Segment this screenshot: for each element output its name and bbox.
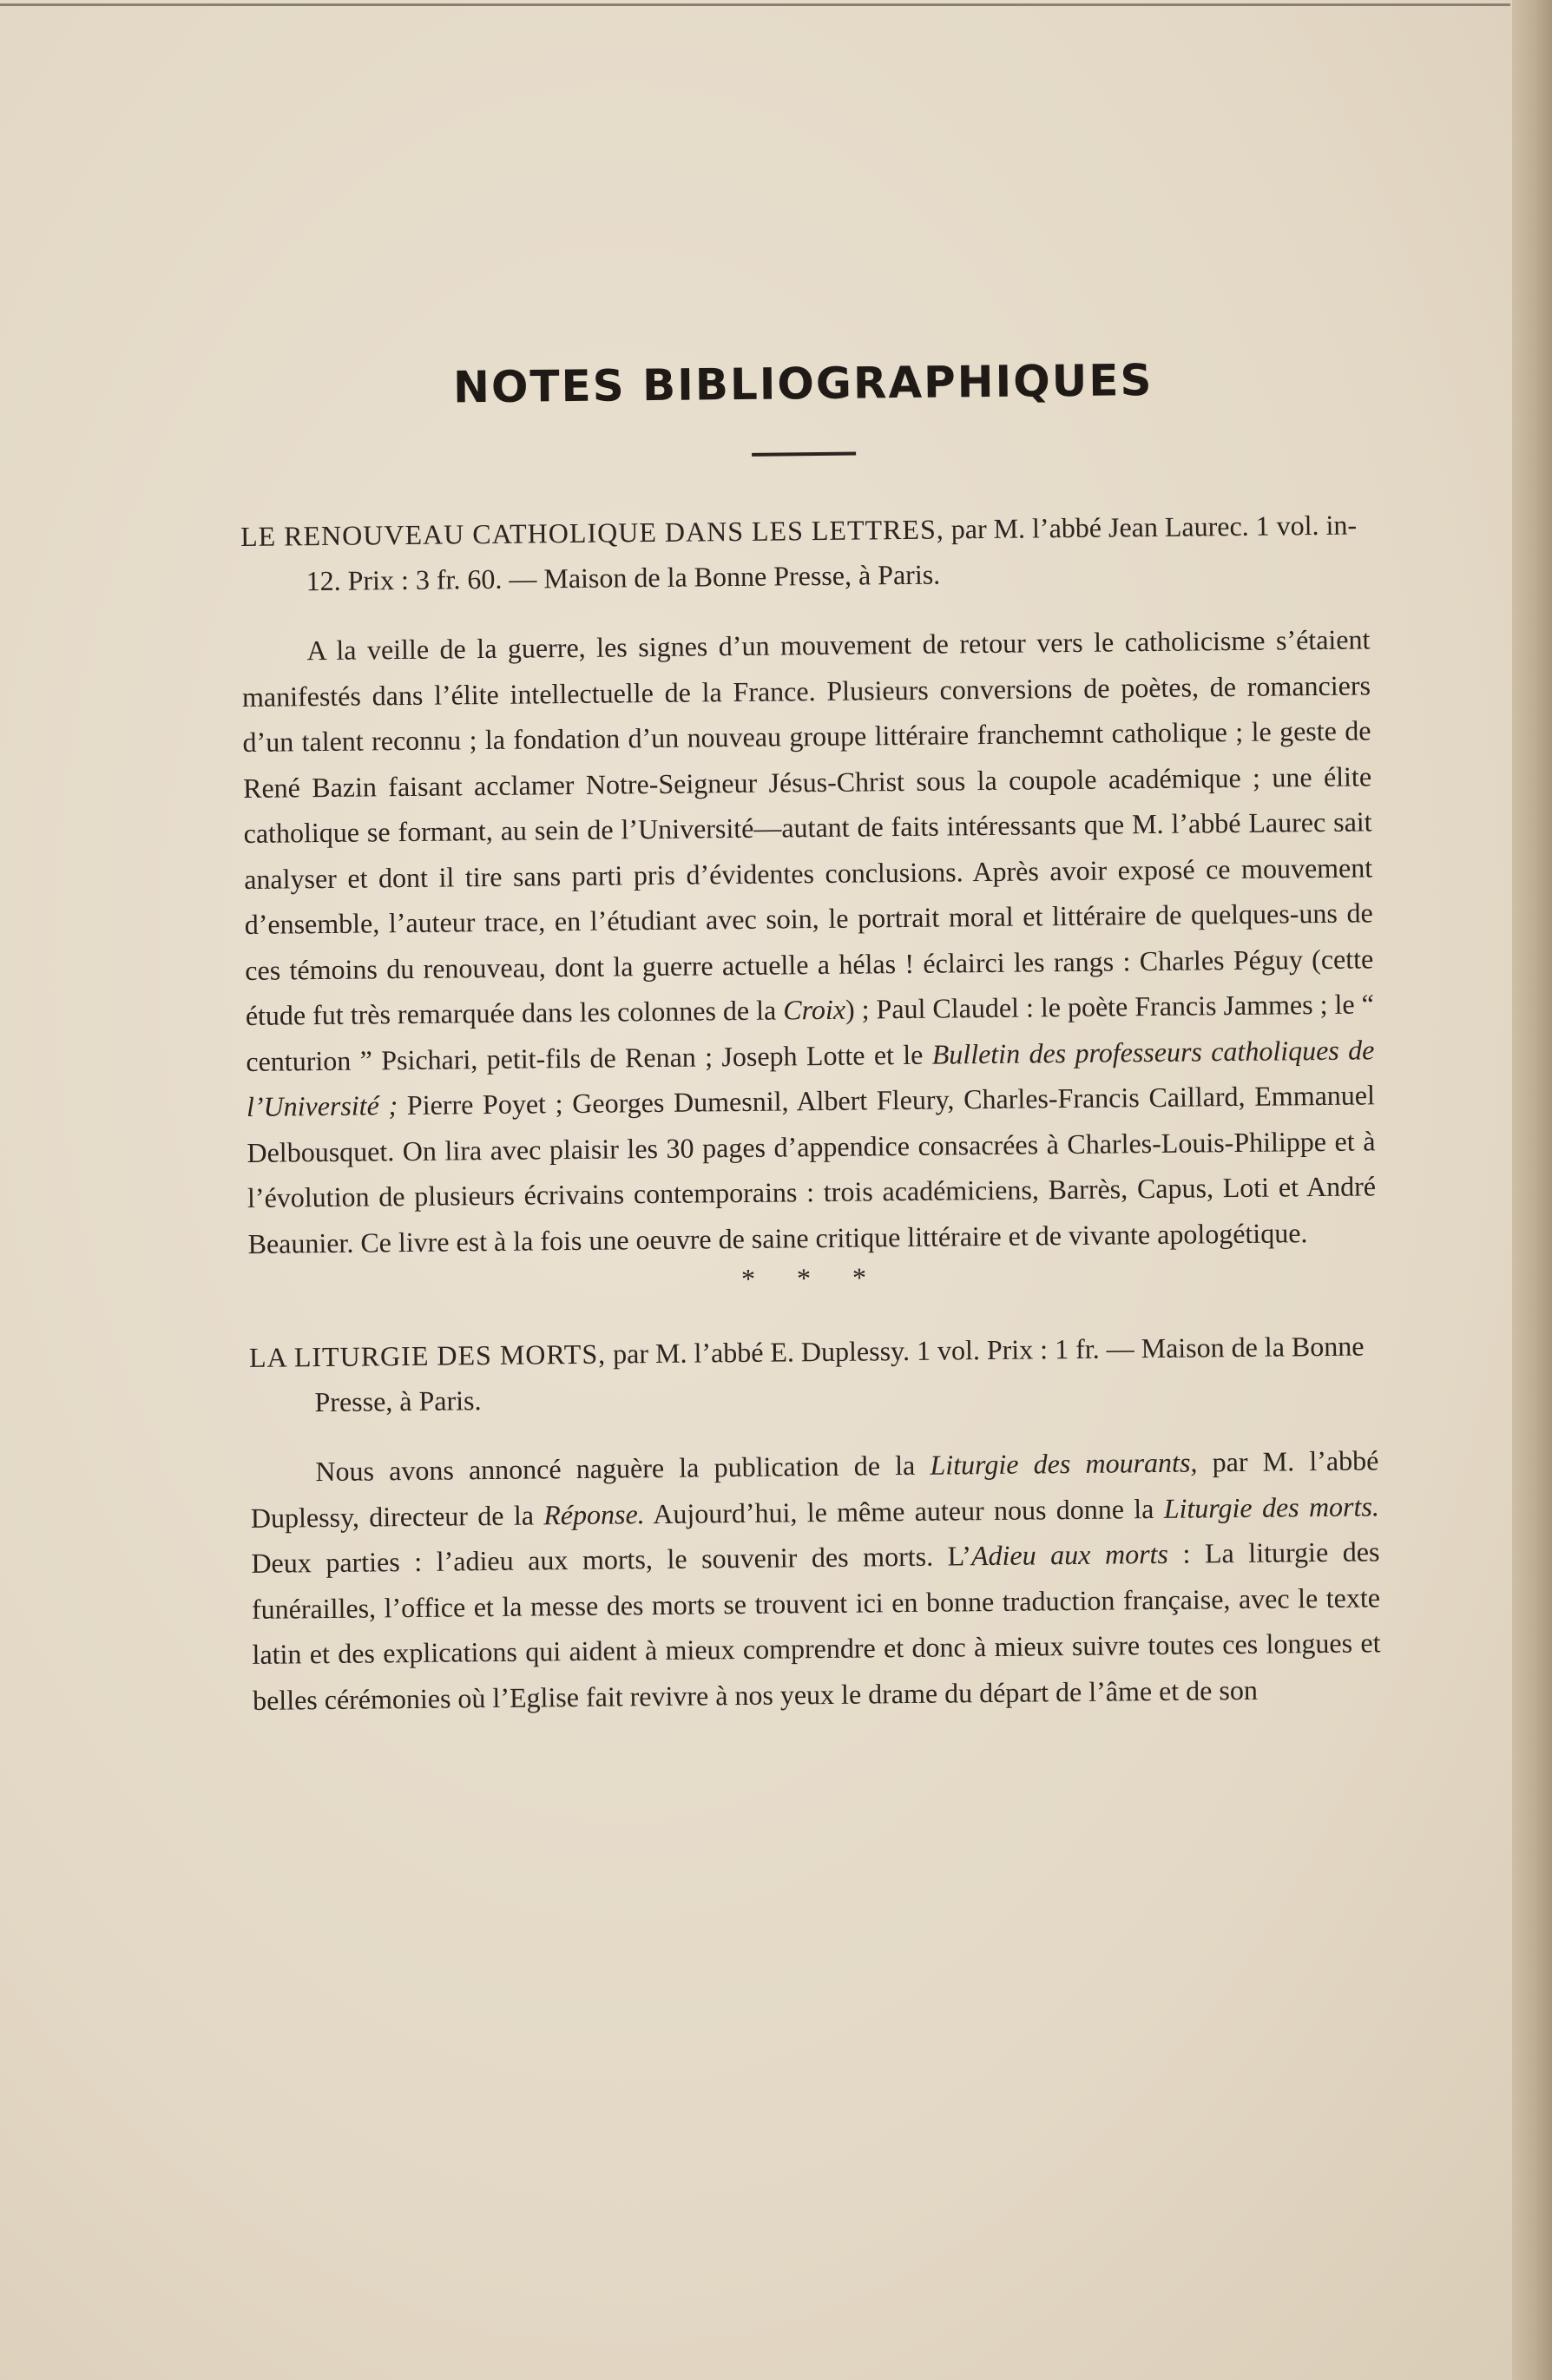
entry-title: LE RENOUVEAU CATHOLIQUE DANS LES LETTRES, [240,513,944,552]
review-italic: Liturgie des mourants, [930,1446,1198,1481]
page-top-edge [0,3,1510,6]
entry-heading [240,502,1370,604]
page-binding-edge [1512,0,1552,2380]
entry-liturgie [249,1323,1382,1723]
page-title: NOTES BIBLIOGRAPHIQUES [452,354,1154,413]
page-content [239,352,1381,1723]
review-italic: Adieu aux morts [970,1537,1169,1572]
review-text: ) ; Paul Claudel : le poète Francis Jammes ; le “ centurion ” Psichari, petit-fils de Renan ; Joseph Lotte et le [246,988,1374,1077]
review-italic: Croix [783,993,846,1026]
review-text: Deux parties : l’adieu aux morts, le souvenir des morts. L’ [251,1540,972,1579]
section-separator: * * * [740,1261,885,1294]
entry-renouveau [240,502,1377,1266]
entry-title: LA LITURGIE DES MORTS, [248,1338,607,1373]
review-italic: Bulletin des professeurs catholiques de l’Université ; [246,1033,1375,1122]
entry-heading [249,1323,1378,1425]
review-italic: Liturgie des morts. [1163,1489,1380,1524]
review-text: : La liturgie des funérailles, l’office et la messe des morts se trouvent ici en bonne traduction française, avec le texte latin et des explications qui aident à mieux comprendre et donc à mieux suivre toutes ces longues et belles cérémonies où l’Eglise fait revivre à nos yeux le drame du départ de l’âme et de son [251,1535,1381,1716]
review-italic: Réponse. [543,1497,645,1530]
entry-review [250,1437,1381,1723]
review-text: par M. l’abbé Duplessy, directeur de la [250,1444,1379,1534]
review-text: Aujourd’hui, le même auteur nous donne la [644,1492,1164,1529]
entry-publication-info: par M. l’abbé E. Duplessy. 1 vol. Prix : 1 fr. — Maison de la Bonne Presse, à Paris. [314,1330,1365,1418]
entry-publication-info: par M. l’abbé Jean Laurec. 1 vol. in-12. Prix : 3 fr. 60. — Maison de la Bonne Presse, à Paris. [306,509,1358,597]
review-text: Nous avons annoncé naguère la publication de la [315,1449,931,1488]
entry-review [241,616,1377,1266]
review-text: Pierre Poyet ; Georges Dumesnil, Albert Fleury, Charles-Francis Caillard, Emmanuel Delbousquet. On lira avec plaisir les 30 pages d’appendice consacrées à Charles-Louis-Philippe et à l’évolution de plusieurs écrivains contemporains : trois académiciens, Barrès, Capus, Loti et André Beaunier. Ce livre est à la fois une oeuvre de saine critique littéraire et de vivante apologétique. [247,1079,1377,1259]
review-text: A la veille de la guerre, les signes d’un mouvement de retour vers le catholicisme s’étaient manifestés dans l’élite intellectuelle de la France. Plusieurs conversions de poètes, de romanciers d’un talent reconnu ; la fondation d’un nouveau groupe littéraire franchemnt catholique ; le geste de René Bazin faisant acclamer Notre-Seigneur Jésus-Christ sous la coupole académique ; une élite catholique se formant, au sein de l’Université—autant de faits intéressants que M. l’abbé Laurec sait analyser et dont il tire sans parti pris d’évidentes conclusions. Après avoir exposé ce mouvement d’ensemble, l’auteur trace, en l’étudiant avec soin, le portrait moral et littéraire de quelques-uns de ces témoins du renouveau, dont la guerre actuelle a hélas ! éclairci les rangs : Charles Péguy (cette étude fut très remarquée dans les colonnes de la [241,623,1374,1031]
title-rule [752,452,856,457]
